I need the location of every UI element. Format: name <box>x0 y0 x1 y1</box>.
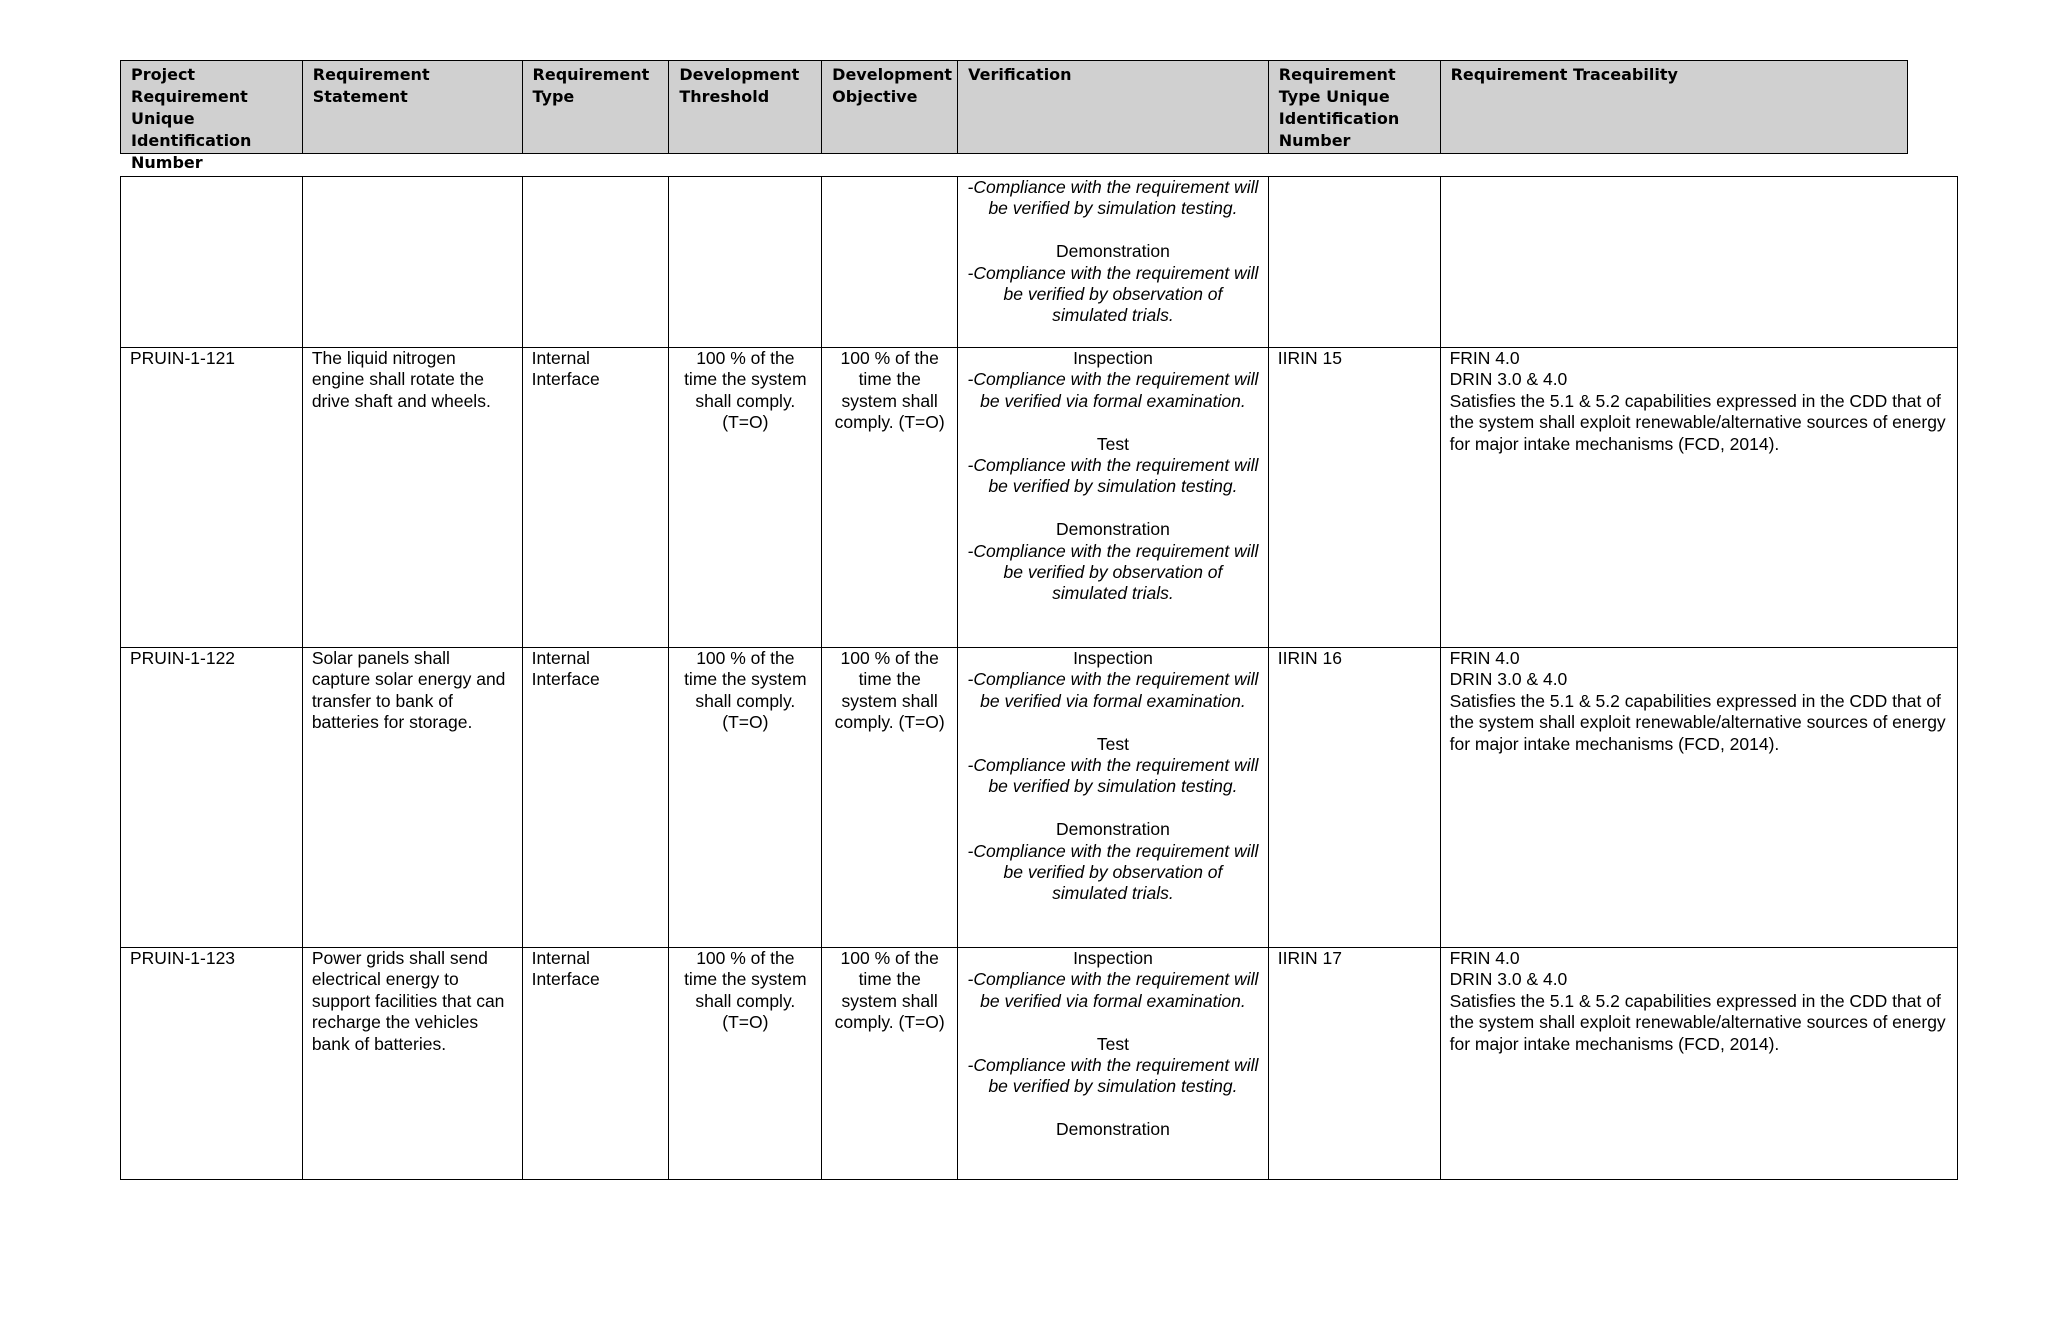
cell-type: Internal Interface <box>523 948 670 1179</box>
demo-label: Demonstration <box>1056 519 1170 540</box>
cell-statement: Solar panels shall capture solar energy and transfer to bank of batteries for storage. <box>303 648 523 947</box>
cell-objective: 100 % of the time the system shall comply. (T=O) <box>822 948 958 1179</box>
cell-type: Internal Interface <box>523 348 670 647</box>
trace-description: Satisfies the 5.1 & 5.2 capabilities expressed in the CDD that of the system shall exploit renewable/alternative sources of energy for major intake mechanisms (FCD, 2014). <box>1449 690 1946 754</box>
table-header <box>120 60 1908 172</box>
cell-type-id: IIRIN 15 <box>1269 348 1441 647</box>
table-row-continuation <box>121 177 1957 348</box>
cell-objective: 100 % of the time the system shall comply. (T=O) <box>822 648 958 947</box>
cell-traceability <box>1441 948 1957 1179</box>
demo-text: -Compliance with the requirement will be verified by observation of simulated trials. <box>967 840 1259 904</box>
inspection-label: Inspection <box>1073 948 1153 968</box>
cell-threshold <box>669 177 822 347</box>
cell-threshold: 100 % of the time the system shall comply. (T=O) <box>669 948 822 1179</box>
header-statement: Requirement Statement <box>303 61 523 153</box>
table-row <box>121 648 1957 948</box>
table-row <box>121 348 1957 648</box>
test-text: -Compliance with the requirement will be verified by simulation testing. <box>967 455 1259 497</box>
cell-type-id: IIRIN 16 <box>1269 648 1441 947</box>
header-type: Requirement Type <box>523 61 670 153</box>
demo-label: Demonstration <box>1056 819 1170 840</box>
cell-traceability <box>1441 648 1957 947</box>
cell-verification <box>958 177 1269 347</box>
cell-verification <box>958 648 1269 947</box>
trace-description: Satisfies the 5.1 & 5.2 capabilities expressed in the CDD that of the system shall exploit renewable/alternative sources of energy for major intake mechanisms (FCD, 2014). <box>1449 390 1946 454</box>
header-type-id: Requirement Type Unique Identification Number <box>1269 61 1441 153</box>
inspection-text: -Compliance with the requirement will be verified via formal examination. <box>967 369 1259 411</box>
cell-statement: Power grids shall send electrical energy to support facilities that can recharge the vehicles bank of batteries. <box>303 948 523 1179</box>
header-id: Project Requirement Unique Identification Number <box>121 61 303 153</box>
cell-type-id <box>1269 177 1441 347</box>
trace-frin: FRIN 4.0 <box>1449 348 1520 368</box>
test-label: Test <box>1096 733 1129 754</box>
cell-verification <box>958 948 1269 1179</box>
trace-description: Satisfies the 5.1 & 5.2 capabilities expressed in the CDD that of the system shall exploit renewable/alternative sources of energy for major intake mechanisms (FCD, 2014). <box>1449 990 1946 1054</box>
cell-id: PRUIN-1-122 <box>121 648 303 947</box>
header-verification: Verification <box>958 61 1269 153</box>
header-objective: Development Objective <box>822 61 958 153</box>
cell-type <box>523 177 670 347</box>
demo-text: -Compliance with the requirement will be verified by observation of simulated trials. <box>967 540 1259 604</box>
inspection-text: -Compliance with the requirement will be verified via formal examination. <box>967 969 1259 1011</box>
trace-drin: DRIN 3.0 & 4.0 <box>1449 369 1568 390</box>
cell-type: Internal Interface <box>523 648 670 947</box>
trace-frin: FRIN 4.0 <box>1449 648 1520 668</box>
cell-traceability <box>1441 177 1957 347</box>
inspection-text: -Compliance with the requirement will be verified via formal examination. <box>967 669 1259 711</box>
cell-objective: 100 % of the time the system shall comply. (T=O) <box>822 348 958 647</box>
cell-type-id: IIRIN 17 <box>1269 948 1441 1179</box>
verification-demo-text: -Compliance with the requirement will be verified by observation of simulated trials. <box>967 262 1259 326</box>
table-row <box>121 948 1957 1179</box>
cell-id: PRUIN-1-123 <box>121 948 303 1179</box>
cell-id <box>121 177 303 347</box>
header-threshold: Development Threshold <box>669 61 822 153</box>
verification-test-text: -Compliance with the requirement will be verified by simulation testing. <box>967 177 1259 219</box>
cell-id: PRUIN-1-121 <box>121 348 303 647</box>
cell-statement: The liquid nitrogen engine shall rotate the drive shaft and wheels. <box>303 348 523 647</box>
inspection-label: Inspection <box>1073 348 1153 368</box>
test-text: -Compliance with the requirement will be verified by simulation testing. <box>967 755 1259 797</box>
cell-verification <box>958 348 1269 647</box>
requirements-table <box>120 176 1958 1180</box>
trace-frin: FRIN 4.0 <box>1449 948 1520 968</box>
cell-objective <box>822 177 958 347</box>
cell-threshold: 100 % of the time the system shall comply. (T=O) <box>669 648 822 947</box>
test-label: Test <box>1096 1033 1129 1054</box>
verification-demo-label: Demonstration <box>1056 241 1170 262</box>
trace-drin: DRIN 3.0 & 4.0 <box>1449 669 1568 690</box>
inspection-label: Inspection <box>1073 648 1153 668</box>
test-label: Test <box>1096 433 1129 454</box>
header-traceability: Requirement Traceability <box>1450 65 1678 84</box>
trace-drin: DRIN 3.0 & 4.0 <box>1449 969 1568 990</box>
demo-label: Demonstration <box>1056 1119 1170 1140</box>
test-text: -Compliance with the requirement will be verified by simulation testing. <box>967 1055 1259 1097</box>
cell-traceability <box>1441 348 1957 647</box>
cell-threshold: 100 % of the time the system shall comply. (T=O) <box>669 348 822 647</box>
cell-statement <box>303 177 523 347</box>
